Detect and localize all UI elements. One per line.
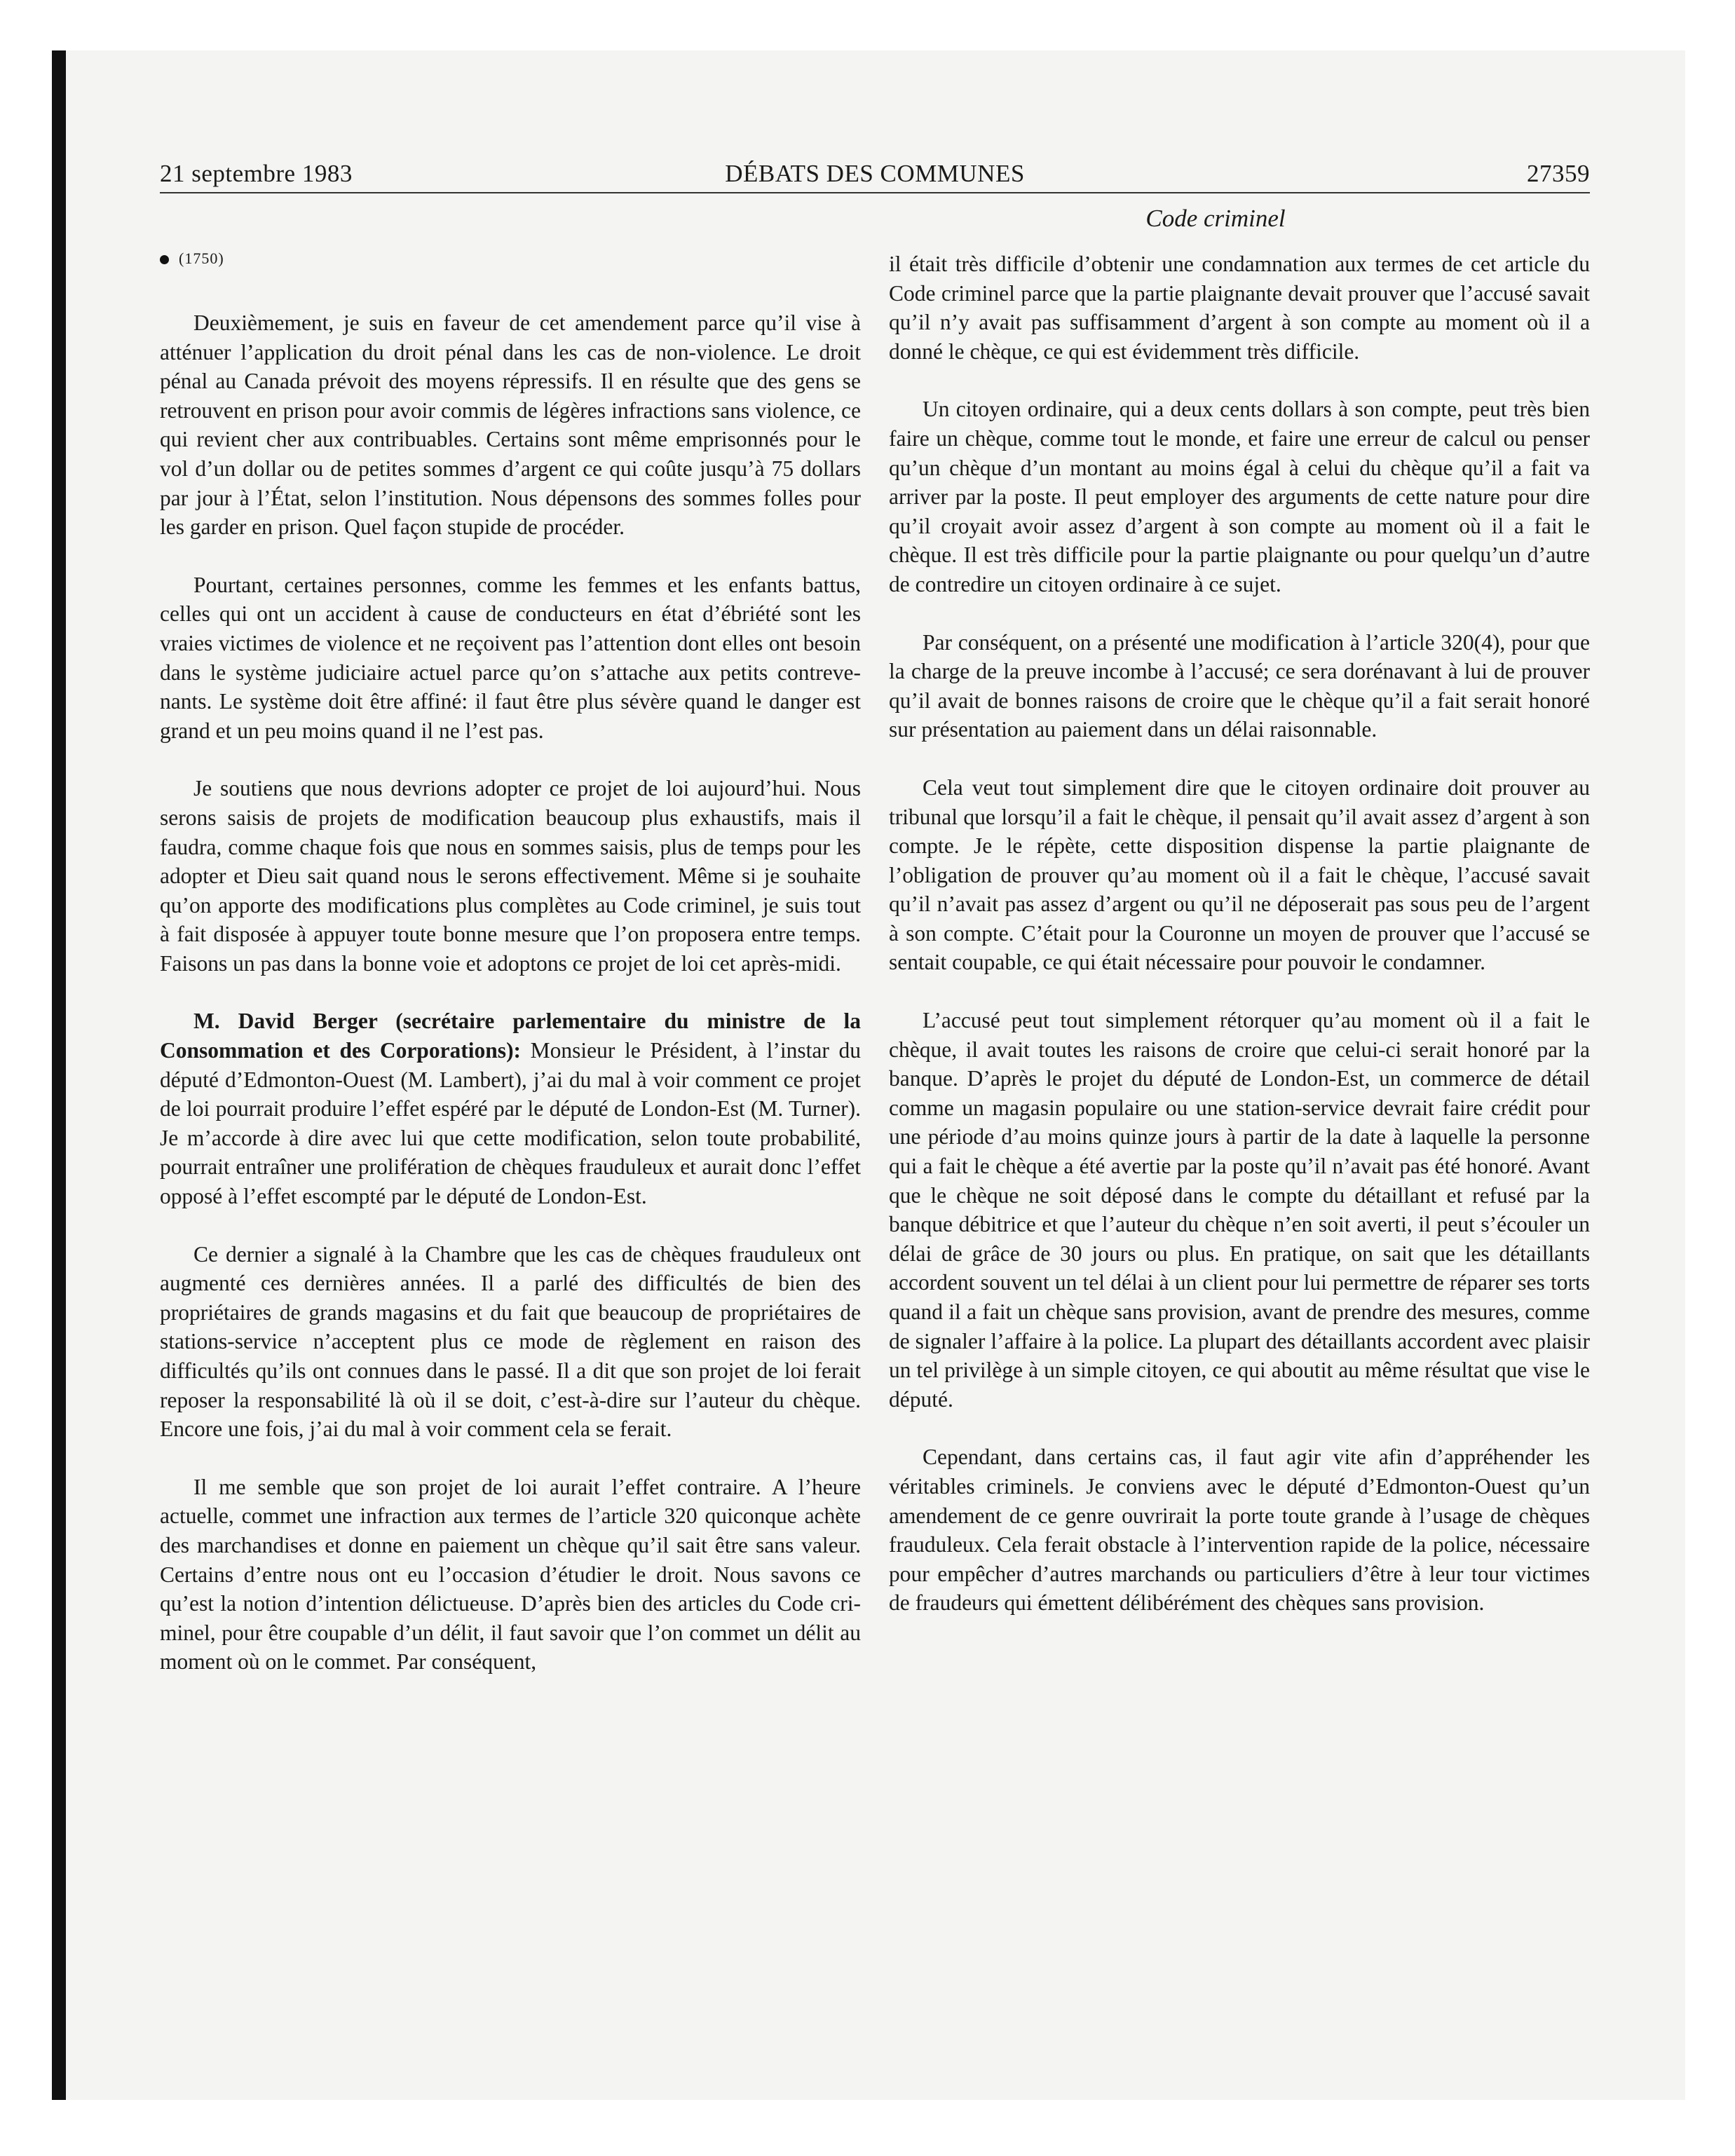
page-header — [160, 160, 1590, 191]
paragraph: Deuxièmement, je suis en faveur de cet amendement parce qu’il vise à atténuer l’application du droit pénal dans les cas de non-violence. Le droit pénal au Canada prévoit des moyens répressifs. Il en résulte que des gens se retrouvent en prison pour avoir commis de légères infractions sans violence, ce qui revient cher aux contribuables. Certains sont même emprisonnés pour le vol d’un dollar ou de petites sommes d’argent ce qui coûte jusqu’à 75 dollars par jour à l’État, selon l’institution. Nous dépensons des sommes folles pour les garder en prison. Quel façon stupide de procéder. — [160, 311, 861, 540]
paragraph: il était très difficile d’obtenir une condamnation aux termes de cet article du Code criminel parce que la partie plaignante devait prouver que l’accusé savait qu’il n’y avait pas suffisamment d’argent à son compte au moment où il a donné le chèque, ce qui est évidemment très difficile. — [889, 252, 1590, 364]
header-title: DÉBATS DES COMMUNES — [725, 160, 1025, 187]
paragraph: Cela veut tout simplement dire que le citoyen ordinaire doit prouver au tribunal que lorsqu’il a fait le chèque, il pensait qu’il avait assez d’argent à son compte. Je le répète, cette disposition dispense la partie plaignante de l’obligation de prouver qu’au moment où il a fait le chèque, l’accusé savait qu’il n’avait pas assez d’argent ou qu’il ne déposerait pas sous peu de l’argent à son compte. C’était pour la Couronne un moyen de prouver que l’accusé se sentait coupable, ce qui était nécessaire pour pouvoir le condamner. — [889, 775, 1590, 975]
speaker-text: Monsieur le Président, à l’instar du député d’Edmonton-Ouest (M. Lambert), j’ai du mal à voir comment ce projet de loi pourrait produire l’effet espéré par le député de London-Est (M. Turner). Je m’accorde à dire avec lui que cette modification, selon toute probabilité, pourrait entraîner une prolifération de chèques frauduleux et aurait donc l’effet opposé à l’effet escompté par le député de London-Est. — [160, 1038, 861, 1209]
speaker-name: M. David Berger (secrétaire parlementaire du ministre de la Consommation et des Corporations): — [160, 1009, 861, 1063]
paragraph: Je soutiens que nous devrions adopter ce projet de loi aujourd’hui. Nous serons saisis de projets de modification beaucoup plus exhaustifs, mais il faudra, comme chaque fois que nous en sommes saisis, plus de temps pour les adopter et Dieu sait quand nous le serons effectivement. Même si je souhaite qu’on apporte des modifications plus complètes au Code criminel, je suis tout à fait disposée à appuyer toute bonne mesure que l’on proposera entre temps. Faisons un pas dans la bonne voie et adoptons ce projet de loi cet après-midi. — [160, 776, 861, 976]
header-date: 21 septembre 1983 — [160, 160, 353, 187]
paragraph: L’accusé peut tout simplement rétorquer qu’au moment où il a fait le chèque, il avait toutes les raisons de croire que celui-ci serait honoré par la banque. D’après le projet du député de London-Est, un commerce de détail comme un magasin populaire ou une station-service devrait faire crédit pour une période d’au moins quinze jours à partir de la date à laquelle la personne qui a fait le chèque a été avertie par la poste qu’il n’avait pas été honoré. Avant que le chèque ne soit déposé dans le compte du détaillant et refusé par la banque débitrice et que l’auteur du chèque n’en soit averti, il peut s’écouler un délai de grâce de 30 jours ou plus. En pratique, on sait que les détaillants accordent souvent un tel délai à un client pour lui permettre de réparer ses torts quand il a fait un chèque sans provision, avant de prendre des mesures, comme de signaler l’affaire à la police. La plupart des détaillants accordent avec plaisir un tel privilège à un simple citoyen, ce qui aboutit au même résultat que vise le député. — [889, 1008, 1590, 1412]
paragraph: Cependant, dans certains cas, il faut agir vite afin d’appréhender les véritables criminels. Je conviens avec le député d’Edmonton-Ouest qu’un amendement de ce genre ouvrirait la porte toute grande à l’usage de chèques frauduleux. Cela ferait obstacle à l’intervention rapide de la police, nécessaire pour empêcher d’autres marchands ou particuliers d’être à leur tour victimes de fraudeurs qui émettent délibérément des chèques sans provision. — [889, 1445, 1590, 1616]
paragraph: Pourtant, certaines personnes, comme les femmes et les enfants battus, celles qui ont un accident à cause de conducteurs en état d’ébriété sont les vraies victimes de violence et ne reçoivent pas l’attention dont elles ont besoin dans le système judiciaire actuel parce qu’on s’attache aux petits contrevenants. Le système doit être affiné: il faut être plus sévère quand le danger est grand et un peu moins quand il ne l’est pas. — [160, 572, 861, 743]
header-page-number: 27359 — [1527, 160, 1590, 187]
paragraph: Par conséquent, on a présenté une modification à l’article 320(4), pour que la charge de la preuve incombe à l’accusé; ce sera dorénavant à lui de prouver qu’il avait de bonnes raisons de croire que le chèque qu’il a fait serait honoré sur présentation au paiement dans un délai raisonnable. — [889, 629, 1590, 742]
paragraph: Il me semble que son projet de loi aurait l’effet contraire. A l’heure actuelle, commet une infraction aux termes de l’article 320 quiconque achète des marchandises et donne en paiement un chèque qu’il sait être sans valeur. Certains d’entre nous ont eu l’occasion d’étudier le droit. Nous savons ce qu’est la notion d’intention délictueuse. D’après bien des articles du Code criminel, pour être coupable d’un délit, il faut savoir que l’on commet un délit au moment où on le commet. Par conséquent, — [160, 1474, 861, 1674]
left-column — [160, 308, 861, 1705]
paragraph: Ce dernier a signalé à la Chambre que les cas de chèques frauduleux ont augmenté ces dernières années. Il a parlé des difficultés de bien des propriétaires de grands magasins et du fait que beaucoup de propriétaires de stations-service n’acceptent plus ce mode de règlement en raison des difficultés qu’ils ont connues dans le passé. Il a dit que son projet de loi ferait reposer la responsabilité là où il se doit, c’est-à-dire sur l’auteur du chèque. Encore une fois, j’ai du mal à voir comment cela se ferait. — [160, 1241, 861, 1442]
header-rule — [160, 192, 1590, 193]
section-title: Code criminel — [1145, 205, 1286, 232]
right-column — [889, 250, 1590, 1646]
time-marker — [160, 250, 224, 268]
paragraph: Un citoyen ordinaire, qui a deux cents dollars à son compte, peut très bien faire un chèque, comme tout le monde, et faire une erreur de calcul ou penser qu’un chèque d’un montant au moins égal à celui du chèque qu’il a fait va arriver par la poste. Il peut employer des arguments de cette nature pour dire qu’il croyait avoir assez d’argent à son compte au moment où il a fait le chèque. Il est très difficile pour la partie plaignante ou pour quelqu’un d’autre de contredire un citoyen ordinaire à ce sujet. — [889, 397, 1590, 596]
bullet-icon — [160, 255, 169, 264]
scan-edge-bar — [52, 50, 66, 2100]
time-marker-text: (1750) — [179, 250, 224, 267]
speaker-paragraph — [160, 1007, 861, 1210]
